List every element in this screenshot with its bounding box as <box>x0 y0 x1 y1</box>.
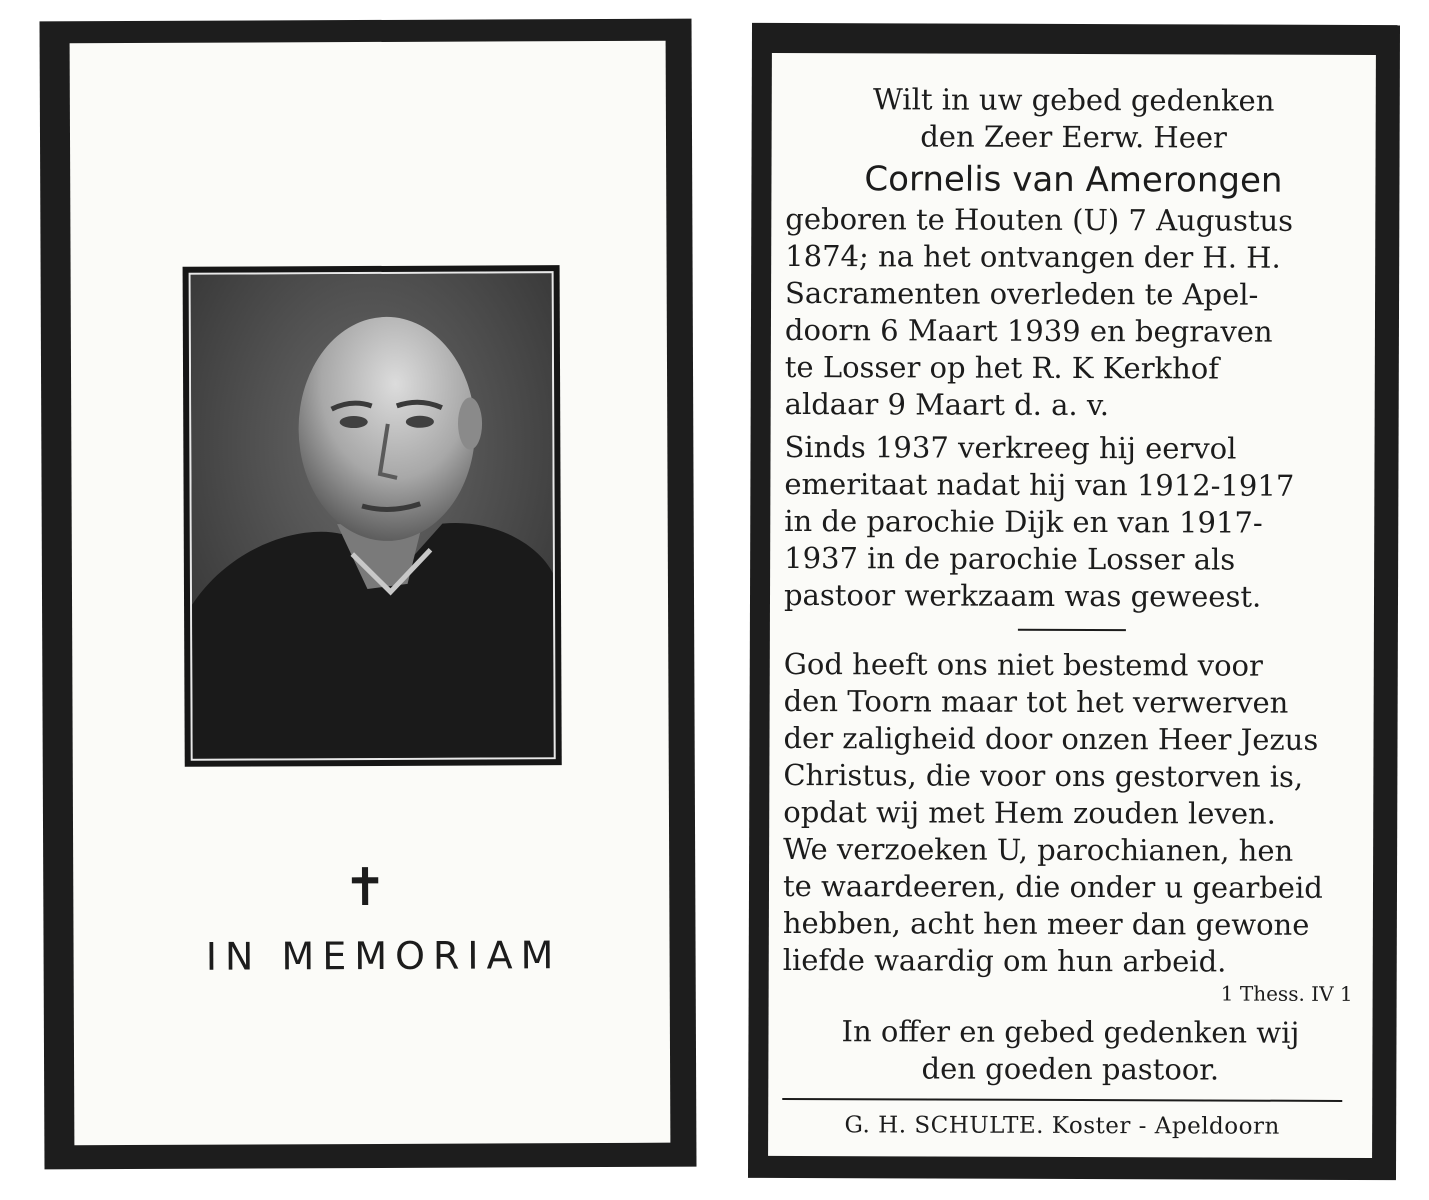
bio-line: aldaar 9 Maart d. a. v. <box>784 386 1110 423</box>
memorial-text <box>782 81 1362 1089</box>
bio-line: Sacramenten overleden te Apel- <box>785 275 1259 312</box>
scripture-line: te waardeeren, die onder u gearbeid <box>782 868 1323 905</box>
scripture-reference: 1 Thess. IV 1 <box>1220 981 1353 1006</box>
scripture-line: der zaligheid door onzen Heer Jezus <box>783 720 1319 757</box>
portrait-photo <box>183 265 562 767</box>
scripture-line: God heeft ons niet bestemd voor <box>783 646 1263 683</box>
printer-credit: G. H. SCHULTE. Koster - Apeldoorn <box>844 1112 1280 1140</box>
career <box>784 429 1361 616</box>
scripture-line: den Toorn maar tot het verwerven <box>783 683 1289 720</box>
intro-line: den Zeer Eerw. Heer <box>920 119 1228 155</box>
biography <box>785 201 1362 425</box>
memorial-card-back <box>748 23 1400 1180</box>
closing-line: In offer en gebed gedenken wij <box>841 1014 1300 1050</box>
intro <box>786 81 1362 157</box>
career-line: in de parochie Dijk en van 1917- <box>784 503 1263 540</box>
printer-divider <box>782 1098 1342 1102</box>
scripture-line: opdat wij met Hem zouden leven. <box>783 794 1277 831</box>
card-back-panel <box>768 53 1376 1158</box>
career-line: 1937 in de parochie Losser als <box>784 540 1236 577</box>
scripture-line: Christus, die voor ons gestorven is, <box>783 757 1304 794</box>
closing-line: den goeden pastoor. <box>921 1051 1220 1087</box>
card-front-panel <box>70 41 671 1146</box>
scripture-line: liefde waardig om hun arbeid. <box>782 942 1227 979</box>
career-line: pastoor werkzaam was geweest. <box>783 577 1262 614</box>
bio-line: geboren te Houten (U) 7 Augustus <box>785 201 1294 238</box>
deceased-name: Cornelis van Amerongen <box>864 159 1283 201</box>
career-line: Sinds 1937 verkreeg hij eervol <box>784 429 1237 466</box>
memorial-card-front <box>39 19 696 1170</box>
portrait-image <box>189 271 556 761</box>
divider <box>1018 629 1126 631</box>
bio-line: te Losser op het R. K Kerkhof <box>784 349 1220 386</box>
scripture-line: We verzoeken U, parochianen, hen <box>783 831 1294 868</box>
scripture-line: hebben, acht hen meer dan gewone <box>782 905 1310 942</box>
bio-line: doorn 6 Maart 1939 en begraven <box>784 312 1273 349</box>
in-memoriam-heading: IN MEMORIAM <box>205 933 562 979</box>
scripture <box>783 646 1360 981</box>
closing <box>782 1013 1358 1089</box>
portrait-illustration <box>191 273 554 759</box>
career-line: emeritaat nadat hij van 1912-1917 <box>784 466 1295 503</box>
bio-line: 1874; na het ontvangen der H. H. <box>785 238 1281 275</box>
intro-line: Wilt in uw gebed gedenken <box>872 82 1275 118</box>
cross-icon: ✝ <box>343 857 387 919</box>
